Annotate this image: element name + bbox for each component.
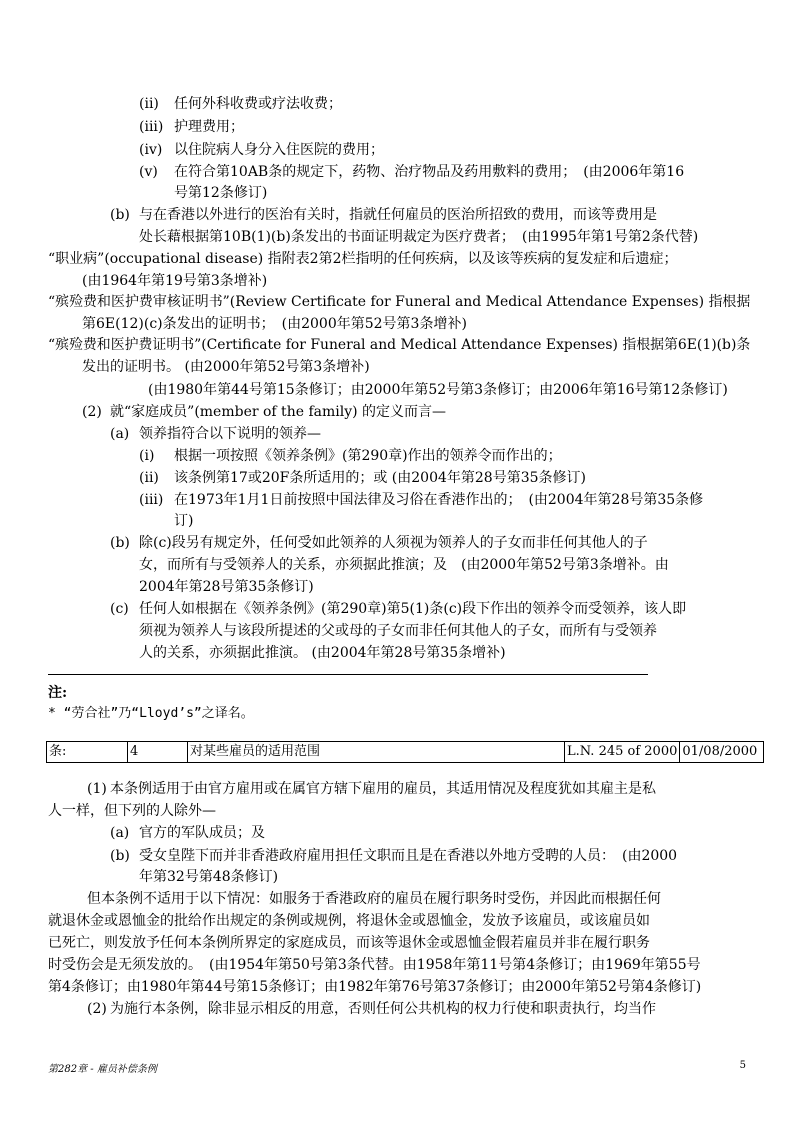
- item-text: 受女皇陛下而并非香港政府雇用担任文职而且是在香港以外地方受聘的人员： (由2000: [139, 848, 678, 864]
- item-label: (i): [139, 448, 155, 464]
- definition-review-certificate: “殡殓费和医护费审核证明书”(Review Certificate for Funeral and Medical Attendance Expenses) 指根据: [48, 294, 751, 310]
- item-text: 根据一项按照《领养条例》(第290章)作出的领养令而作出的；: [174, 448, 562, 464]
- subsection-text: 为施行本条例，除非显示相反的用意，否则任何公共机构的权力行使和职责执行，均当作: [110, 1001, 656, 1017]
- definition-certificate: 发出的证明书。 (由2000年第52号第3条增补): [82, 359, 370, 375]
- item-text: 任何人如根据在《领养条例》(第290章)第5(1)条(c)段下作出的领养令而受领养，该人即: [139, 601, 687, 617]
- section-date-cell: 01/08/2000: [680, 742, 764, 763]
- item-label: (ii): [139, 96, 159, 112]
- note-heading: 注:: [48, 685, 68, 701]
- footer-chapter-title: 第282章 - 雇员补偿条例: [48, 1064, 157, 1075]
- item-text: 以住院病人身分入住医院的费用；: [174, 142, 384, 158]
- item-label: (iv): [139, 142, 163, 158]
- proviso-text: 已死亡，则发放予任何本条例所界定的家庭成员，而该等退休金或恩恤金假若雇员并非在履行职务: [48, 935, 650, 951]
- item-text: 订): [174, 513, 194, 529]
- item-label: (c): [110, 601, 129, 617]
- item-text: 该条例第17或20F条所适用的；或 (由2004年第28号第35条修订): [174, 470, 586, 486]
- item-label: (b): [110, 535, 130, 551]
- section-label-cell: 条:: [47, 742, 128, 763]
- subsection-text: 本条例适用于由官方雇用或在属官方辖下雇用的雇员，其适用情况及程度犹如其雇主是私: [110, 781, 656, 797]
- item-text: 年第32号第48条修订): [139, 869, 279, 885]
- section-header-row: [47, 742, 764, 763]
- subsection-text: 人一样，但下列的人除外—: [48, 803, 216, 819]
- proviso-text: 就退休金或恩恤金的批给作出规定的条例或规例，将退休金或恩恤金，发放予该雇员，或该雇员如: [48, 913, 650, 929]
- item-label: (a): [110, 426, 130, 442]
- definition-occupational-disease: “职业病”(occupational disease) 指附表2第2栏指明的任何疾病，以及该等疾病的复发症和后遗症；: [48, 251, 678, 267]
- item-label: (ii): [139, 470, 159, 486]
- item-label: (iii): [139, 119, 164, 135]
- footer-page-number: 5: [739, 1060, 746, 1071]
- item-text: 任何外科收费或疗法收费；: [174, 96, 342, 112]
- section-ln-cell: L.N. 245 of 2000: [565, 742, 680, 763]
- item-text: 号第12条修订): [174, 185, 268, 201]
- item-text: 与在香港以外进行的医治有关时，指就任何雇员的医治所招致的费用，而该等费用是: [139, 207, 657, 223]
- item-text: 除(c)段另有规定外，任何受如此领养的人须视为领养人的子女而非任何其他人的子: [139, 535, 648, 551]
- proviso-text: 但本条例不适用于以下情况：如服务于香港政府的雇员在履行职务时受伤，并因此而根据任何: [87, 891, 661, 907]
- item-text: 官方的军队成员；及: [139, 825, 265, 841]
- definition-certificate: “殡殓费和医护费证明书”(Certificate for Funeral and Medical Attendance Expenses) 指根据第6E(1)(b)条: [48, 337, 751, 353]
- item-label: (iii): [139, 492, 164, 508]
- item-text: 女，而所有与受领养人的关系，亦须据此推演；及 (由2000年第52号第3条增补。由: [139, 557, 669, 573]
- amendment-note: (由1980年第44号第15条修订；由2000年第52号第3条修订；由2006年第16号第12条修订): [148, 382, 728, 398]
- section-title-cell: 对某些雇员的适用范围: [188, 742, 565, 763]
- definition-occupational-disease: (由1964年第19号第3条增补): [82, 273, 268, 289]
- item-label: (a): [110, 825, 130, 841]
- item-label: (b): [110, 848, 130, 864]
- definition-review-certificate: 第6E(12)(c)条发出的证明书； (由2000年第52号第3条增补): [82, 316, 467, 332]
- note-text: * “劳合社”乃“Lloyd’s”之译名。: [48, 706, 254, 721]
- item-text: 须视为领养人与该段所提述的父或母的子女而非任何其他人的子女，而所有与受领养: [139, 623, 657, 639]
- item-text: 护理费用；: [174, 119, 244, 135]
- subsection-text: 就“家庭成员”(member of the family) 的定义而言—: [110, 404, 447, 420]
- section-header-table: [46, 741, 764, 763]
- item-text: 在符合第10AB条的规定下，药物、治疗物品及药用敷料的费用； (由2006年第16: [174, 164, 685, 180]
- item-label: (v): [139, 164, 158, 180]
- proviso-text: 第4条修订；由1980年第44号第15条修订；由1982年第76号第37条修订；由2000年第52号第4条修订): [48, 979, 702, 995]
- item-text: 人的关系，亦须据此推演。 (由2004年第28号第35条增补): [139, 645, 506, 661]
- item-text: 处长藉根据第10B(1)(b)条发出的书面证明裁定为医疗费者； (由1995年第1号第2条代替): [139, 229, 699, 245]
- subsection-label: (2): [82, 404, 102, 420]
- item-text: 领养指符合以下说明的领养—: [139, 426, 321, 442]
- divider: [48, 674, 648, 675]
- subsection-label: (2): [87, 1001, 107, 1017]
- item-text: 在1973年1月1日前按照中国法律及习俗在香港作出的； (由2004年第28号第35条修: [174, 492, 704, 508]
- item-label: (b): [110, 207, 130, 223]
- section-number-cell: 4: [128, 742, 188, 763]
- proviso-text: 时受伤会是无须发放的。 (由1954年第50号第3条代替。由1958年第11号第4条修订；由1969年第55号: [48, 957, 701, 973]
- item-text: 2004年第28号第35条修订): [139, 579, 314, 595]
- subsection-label: (1): [87, 781, 107, 797]
